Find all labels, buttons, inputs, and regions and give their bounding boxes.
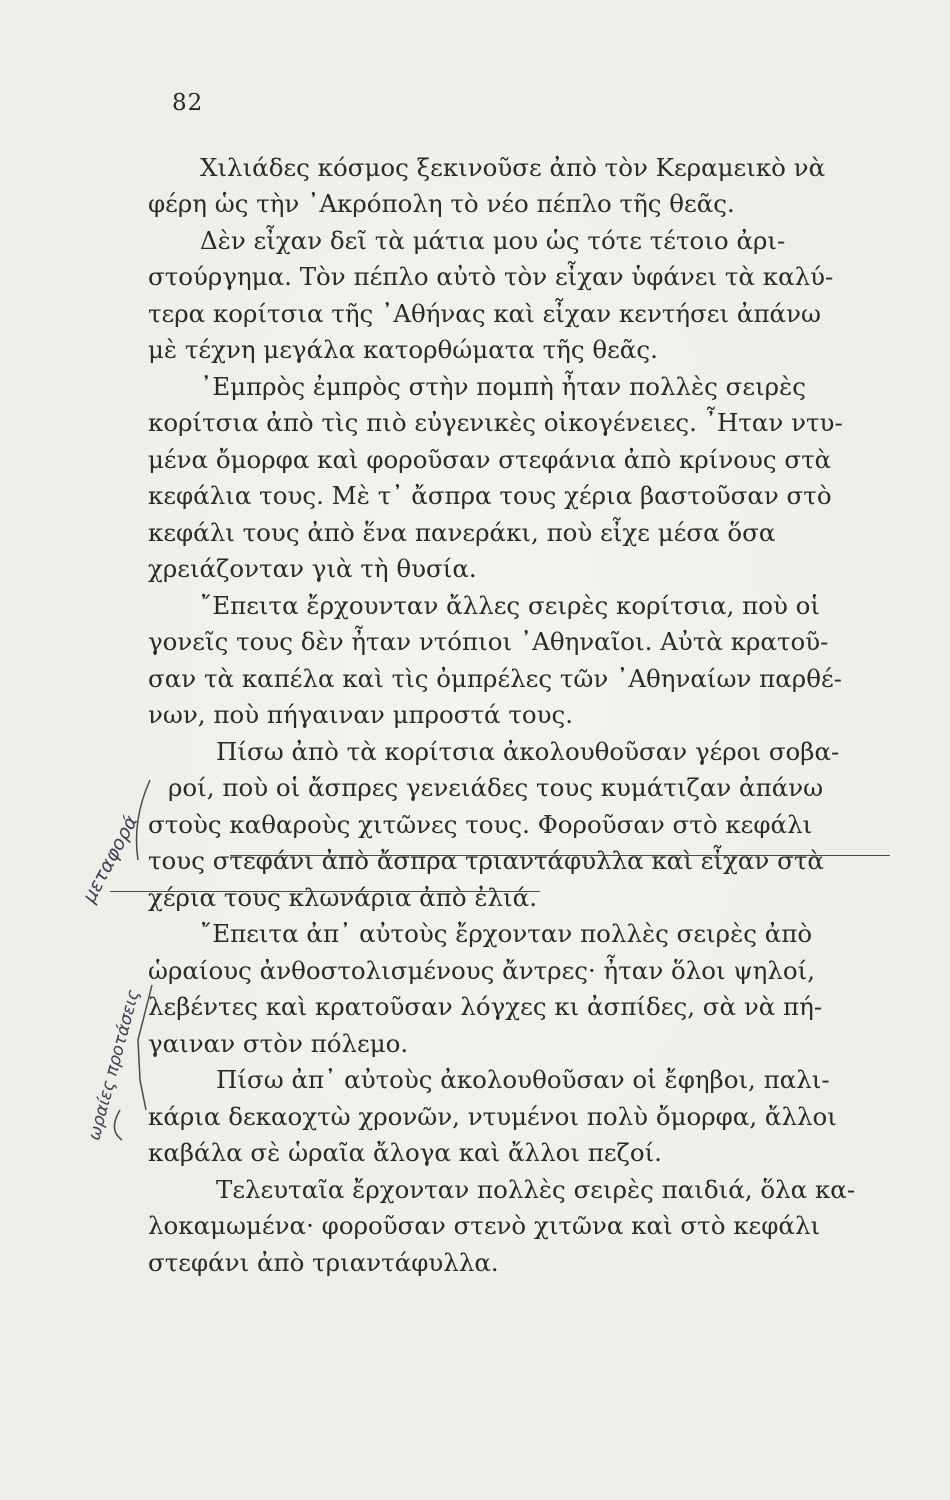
pencil-curl bbox=[114, 1110, 122, 1140]
text-line: ᾿Εμπρὸς ἐμπρὸς στὴν πομπὴ ἦταν πολλὲς σειρὲς bbox=[200, 372, 806, 401]
text-line: κορίτσια ἀπὸ τὶς πιὸ εὐγενικὲς οἰκογένειες. ῏Ηταν ντυ- bbox=[148, 408, 843, 437]
text-line: Τελευταῖα ἔρχονταν πολλὲς σειρὲς παιδιά, ὅλα κα- bbox=[216, 1175, 856, 1204]
text-line: χρειάζονταν γιὰ τὴ θυσία. bbox=[148, 554, 477, 583]
text-line: λεβέντες καὶ κρατοῦσαν λόγχες κι ἀσπίδες, σὰ νὰ πή- bbox=[148, 992, 823, 1021]
text-line: μὲ τέχνη μεγάλα κατορθώματα τῆς θεᾶς. bbox=[148, 335, 658, 364]
pencil-underline bbox=[230, 855, 890, 856]
text-line: στούργημα. Τὸν πέπλο αὐτὸ τὸν εἶχαν ὑφάνει τὰ καλύ- bbox=[148, 262, 834, 291]
text-line: φέρη ὡς τὴν ᾿Ακρόπολη τὸ νέο πέπλο τῆς θεᾶς. bbox=[148, 189, 735, 218]
text-line: χέρια τους κλωνάρια ἀπὸ ἐλιά. bbox=[148, 883, 537, 912]
text-line: Δὲν εἶχαν δεῖ τὰ μάτια μου ὡς τότε τέτοιο ἀρι- bbox=[200, 226, 786, 255]
page-number: 82 bbox=[172, 90, 204, 116]
text-line: ροί, ποὺ οἱ ἄσπρες γενειάδες τους κυμάτιζαν ἀπάνω bbox=[168, 773, 824, 802]
text-line: ῎Επειτα ἔρχουνταν ἄλλες σειρὲς κορίτσια, ποὺ οἱ bbox=[200, 591, 820, 620]
handwritten-note: μεταφορά bbox=[78, 811, 143, 907]
text-line: ῎Επειτα ἀπ᾿ αὐτοὺς ἔρχονταν πολλὲς σειρὲς ἀπὸ bbox=[200, 919, 813, 948]
text-line: ὡραίους ἀνθοστολισμένους ἄντρες· ἦταν ὅλοι ψηλοί, bbox=[148, 956, 816, 985]
text-line: καβάλα σὲ ὡραῖα ἄλογα καὶ ἄλλοι πεζοί. bbox=[148, 1138, 662, 1167]
text-line: κεφάλια τους. Μὲ τ᾿ ἄσπρα τους χέρια βαστοῦσαν στὸ bbox=[148, 481, 832, 510]
text-line: νων, ποὺ πήγαιναν μπροστά τους. bbox=[148, 700, 574, 729]
text-line: στοὺς καθαροὺς χιτῶνες τους. Φοροῦσαν στὸ κεφάλι bbox=[148, 810, 813, 839]
text-line: τους στεφάνι ἀπὸ ἄσπρα τριαντάφυλλα καὶ εἶχαν στὰ bbox=[148, 846, 824, 875]
text-line: τερα κορίτσια τῆς ᾿Αθήνας καὶ εἶχαν κεντήσει ἀπάνω bbox=[148, 299, 821, 328]
text-line: στεφάνι ἀπὸ τριαντάφυλλα. bbox=[148, 1248, 499, 1277]
text-line: μένα ὄμορφα καὶ φοροῦσαν στεφάνια ἀπὸ κρίνους στὰ bbox=[148, 445, 832, 474]
text-line: Χιλιάδες κόσμος ξεκινοῦσε ἀπὸ τὸν Κεραμεικὸ νὰ bbox=[200, 153, 826, 182]
text-line: γονεῖς τους δὲν ἦταν ντόπιοι ᾿Αθηναῖοι. Αὐτὰ κρατοῦ- bbox=[148, 627, 829, 656]
text-line: λοκαμωμένα· φοροῦσαν στενὸ χιτῶνα καὶ στὸ κεφάλι bbox=[148, 1211, 821, 1240]
handwritten-note: ωραίες προτάσεις bbox=[84, 987, 144, 1143]
text-line: γαιναν στὸν πόλεμο. bbox=[148, 1029, 409, 1058]
pencil-underline bbox=[110, 891, 540, 892]
text-line: Πίσω ἀπ᾿ αὐτοὺς ἀκολουθοῦσαν οἱ ἔφηβοι, παλι- bbox=[216, 1065, 830, 1094]
text-line: κεφάλι τους ἀπὸ ἕνα πανεράκι, ποὺ εἶχε μέσα ὅσα bbox=[148, 518, 776, 547]
text-line: Πίσω ἀπὸ τὰ κορίτσια ἀκολουθοῦσαν γέροι σοβα- bbox=[216, 737, 840, 766]
text-line: σαν τὰ καπέλα καὶ τὶς ὀμπρέλες τῶν ᾿Αθηναίων παρθέ- bbox=[148, 664, 842, 693]
text-line: κάρια δεκαοχτὼ χρονῶν, ντυμένοι πολὺ ὄμορφα, ἄλλοι bbox=[148, 1102, 837, 1131]
